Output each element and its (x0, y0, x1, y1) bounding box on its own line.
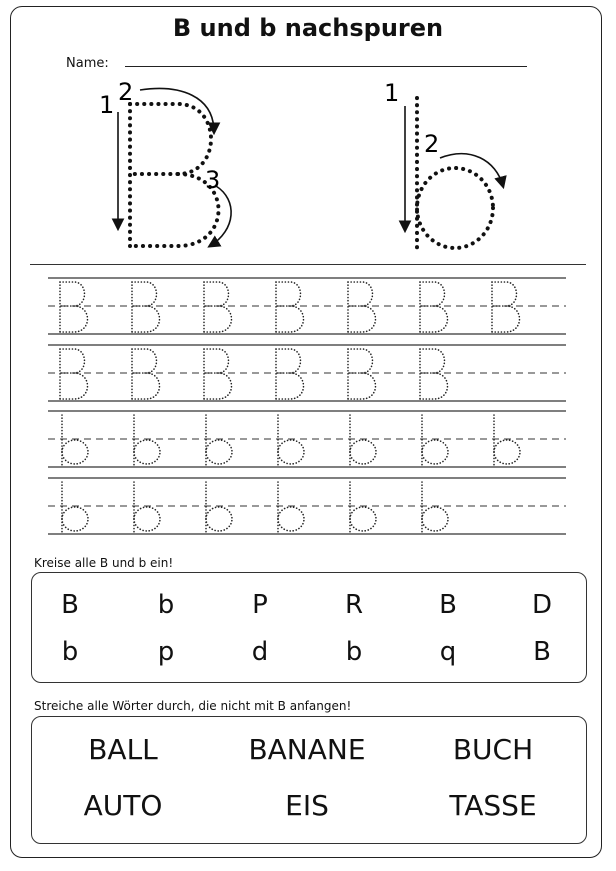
trace-letter-B[interactable] (132, 282, 160, 332)
trace-letter-b[interactable] (422, 482, 448, 532)
trace-letter-B[interactable] (492, 282, 520, 332)
big-b-dotted (417, 98, 493, 248)
circle-letter[interactable]: b (345, 637, 363, 667)
trace-letter-b[interactable] (350, 415, 376, 465)
B-stroke-num-3: 3 (205, 166, 221, 194)
trace-letter-B[interactable] (60, 349, 88, 399)
b-stroke-num-2: 2 (424, 130, 440, 158)
trace-letter-B[interactable] (132, 349, 160, 399)
trace-letter-b[interactable] (134, 482, 160, 532)
circle-letter[interactable]: d (251, 637, 269, 667)
B-stroke-num-1: 1 (99, 91, 115, 119)
trace-letter-b[interactable] (278, 482, 304, 532)
trace-letter-b[interactable] (206, 482, 232, 532)
trace-letter-b[interactable] (62, 415, 88, 465)
circle-letter[interactable]: p (157, 637, 175, 667)
trace-letter-b[interactable] (494, 415, 520, 465)
trace-letter-b[interactable] (422, 415, 448, 465)
section-separator (30, 264, 586, 265)
circle-instruction: Kreise alle B und b ein! (34, 556, 174, 570)
b-stroke-num-1: 1 (384, 79, 400, 107)
strike-word[interactable]: TASSE (449, 789, 537, 822)
circle-letter[interactable]: B (533, 637, 551, 667)
circle-letter[interactable]: b (157, 590, 175, 620)
demo-letters (0, 0, 616, 264)
big-b-arrows (405, 106, 503, 230)
trace-letter-B[interactable] (276, 349, 304, 399)
B-stroke-num-2: 2 (118, 78, 134, 106)
trace-letter-B[interactable] (420, 282, 448, 332)
trace-letter-b[interactable] (134, 415, 160, 465)
trace-letter-b[interactable] (62, 482, 88, 532)
circle-letter[interactable]: q (439, 637, 457, 667)
strike-word[interactable]: EIS (285, 789, 329, 822)
strike-word[interactable]: BUCH (452, 733, 534, 766)
trace-letter-B[interactable] (276, 282, 304, 332)
trace-letter-B[interactable] (348, 282, 376, 332)
trace-letter-B[interactable] (348, 349, 376, 399)
circle-letter[interactable]: D (531, 590, 553, 620)
trace-letter-b[interactable] (206, 415, 232, 465)
trace-letter-B[interactable] (204, 349, 232, 399)
trace-letter-B[interactable] (420, 349, 448, 399)
trace-letter-b[interactable] (278, 415, 304, 465)
circle-letter[interactable]: b (61, 637, 79, 667)
name-label: Name: (66, 56, 109, 71)
tracing-area (0, 270, 616, 545)
circle-letter[interactable]: R (344, 590, 364, 620)
circle-letter[interactable]: P (252, 590, 268, 620)
circle-task-box (31, 572, 587, 683)
page-title: B und b nachspuren (172, 14, 444, 42)
circle-letter[interactable]: B (61, 590, 79, 620)
strike-word[interactable]: AUTO (83, 789, 163, 822)
strike-word[interactable]: BANANE (248, 733, 366, 766)
trace-letter-b[interactable] (350, 482, 376, 532)
strike-word[interactable]: BALL (88, 733, 158, 766)
trace-letter-B[interactable] (60, 282, 88, 332)
circle-letter[interactable]: B (439, 590, 457, 620)
trace-letter-B[interactable] (204, 282, 232, 332)
strike-instruction: Streiche alle Wörter durch, die nicht mit B anfangen! (34, 699, 352, 713)
